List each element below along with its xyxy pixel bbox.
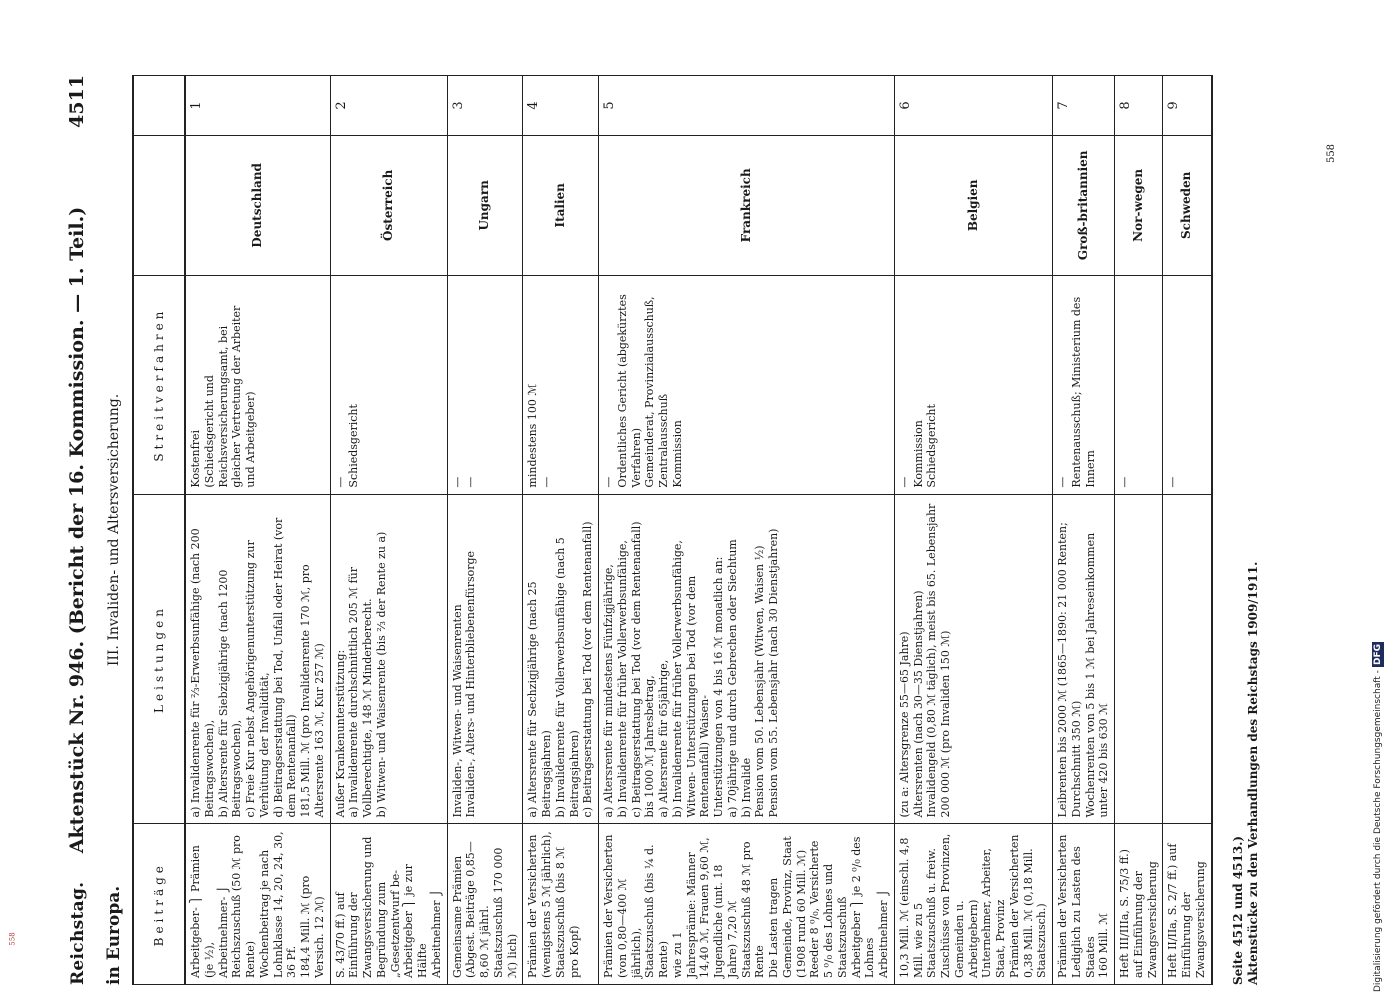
cell-beitraege	[599, 824, 895, 985]
leistungen-line: b) Invalidenrente für früher Vollerwerbsunfähige,	[615, 540, 629, 818]
row-number: 8	[1115, 76, 1163, 136]
cell-beitraege	[185, 824, 330, 985]
cell-streitverfahren	[599, 275, 895, 494]
row-number: 1	[185, 76, 330, 136]
leistungen-line: c) Freie Kur nebst Angehörigenunterstützung zur Verhütung der Invalidität,	[244, 540, 271, 818]
cell-beitraege	[447, 824, 523, 985]
edge-mark: 558	[8, 932, 17, 946]
table-row	[1163, 76, 1212, 985]
row-number: 2	[330, 76, 447, 136]
streitverfahren-line: —	[464, 476, 478, 488]
header-title: Aktenstück Nr. 946. (Bericht der 16. Kommission. — 1. Teil.)	[66, 206, 88, 854]
streitverfahren-line: Kommission	[911, 420, 925, 488]
streitverfahren-line: —	[897, 476, 911, 488]
page-footer	[1230, 75, 1261, 985]
beitraege-line: Arbeitnehmer ⎭	[429, 888, 443, 978]
leistungen-line: Leibrenten bis 2000 ℳ (1865—1890: 21 000 Renten; Durchschnitt 350 ℳ)	[1056, 522, 1083, 818]
beitraege-line: Gemeinsame Prämien	[450, 855, 464, 978]
beitraege-line: 0,38 Mill. ℳ (0,18 Mill. Staatszusch.)	[1021, 848, 1049, 978]
cell-beitraege	[330, 824, 447, 985]
table-row	[523, 76, 599, 985]
country-name: Schweden	[1163, 135, 1212, 275]
streitverfahren-line: —	[450, 476, 464, 488]
country-name: Österreich	[330, 135, 447, 275]
beitraege-line: Prämien der Versicherten (wenigstens 5 ℳ jährlich),	[526, 831, 553, 978]
streitverfahren-line: —	[333, 476, 347, 488]
dfg-logo: DFG	[1373, 644, 1383, 666]
beitraege-line: Heft III/IIIa, S. 75/3 ff.) auf Einführung der Zwangsversicherung	[1118, 849, 1159, 978]
col-header-country	[133, 135, 185, 275]
streitverfahren-line: —	[602, 476, 615, 488]
leistungen-line: (zu a: Altersgrenze 55—65 Jahre)	[897, 631, 911, 818]
country-name: Ungarn	[447, 135, 523, 275]
cell-beitraege	[523, 824, 599, 985]
leistungen-line: Invaliden-, Witwen- und Waisenrenten	[450, 604, 464, 818]
leistungen-line: bis 1000 ℳ Jahresbetrag,	[643, 675, 657, 818]
beitraege-line: S. 43/70 ff.) auf Einführung der Zwangsversicherung und Begründung zum „Gesetzentwurf be-	[333, 836, 402, 978]
table-row	[185, 76, 330, 985]
beitraege-line: Staatszuschuß (bis 8 ℳ pro Kopf)	[553, 846, 581, 978]
footer-line-2: Aktenstücke zu den Verhandlungen des Reichstags 1909/1911.	[1246, 561, 1260, 985]
leistungen-line: b) Altersrente für Siebzigjährige (nach 1200 Beitragswochen),	[216, 569, 244, 818]
streitverfahren-line: Ordentliches Gericht (abgekürztes Verfahren)	[615, 294, 643, 488]
section-title: III. Invaliden- und Altersversicherung.	[106, 393, 122, 667]
beitraege-line: Arbeitgeber ⎫ je zur Hälfte	[402, 864, 429, 978]
leistungen-line: 181,5 Mill. ℳ (pro Invalidenrente 170 ℳ, pro Altersrente 163 ℳ, Kur 257 ℳ)	[299, 564, 326, 818]
beitraege-line: Unternehmer, Arbeiter, Staat, Provinz	[980, 848, 1007, 978]
table-row	[1053, 76, 1115, 985]
country-name: Belgien	[894, 135, 1052, 275]
leistungen-line: c) Beitragserstattung bei Tod (vor dem Rentenanfall)	[581, 521, 595, 818]
leistungen-line: Wochenrenten von 5 bis 1 ℳ bei Jahreseinkommen unter 420 bis 630 ℳ	[1083, 532, 1111, 818]
leistungen-line: Unterstützungen von 4 bis 16 ℳ monatlich an:	[712, 556, 725, 818]
streitverfahren-line: Kommission	[670, 420, 684, 488]
beitraege-line: Prämien der Versicherten (von 0,80—400 ℳ jährlich),	[602, 834, 643, 978]
row-number: 9	[1163, 76, 1212, 136]
leistungen-line: a) Altersrente für mindestens Fünfzigjährige,	[602, 564, 615, 818]
leistungen-line: 200 000 ℳ (pro Invaliden 150 ℳ)	[939, 630, 952, 818]
leistungen-line: Invalidengeld (0,80 ℳ täglich), meist bis 65. Lebensjahr	[925, 503, 939, 818]
beitraege-line: Staatszuschuß (bis ¼ d. Rente)	[643, 844, 670, 978]
country-name: Italien	[523, 135, 599, 275]
table-row	[447, 76, 523, 985]
leistungen-line: Pension vom 50. Lebensjahr (Witwen, Waisen ½)	[753, 545, 767, 818]
subheader-left: in Europa.	[104, 885, 124, 985]
beitraege-line: Arbeitgeber ⎫ je 2 ⁰/₀ des Lohnes	[849, 836, 877, 978]
beitraege-line: wie zu 1	[670, 931, 684, 978]
cell-leistungen	[330, 494, 447, 824]
cell-leistungen	[447, 494, 523, 824]
leistungen-line: a) Invalidenrente durchschnittlich 205 ℳ für Vollberechtigte, 148 ℳ Minderberecht.	[347, 567, 374, 818]
beitraege-line: Reeder 8 ⁰/₀, Versicherte 5 ⁰/₀ des Lohnes und Staatszuschuß	[808, 840, 849, 978]
col-header-num	[133, 76, 185, 136]
header-page-number: 4511	[66, 75, 88, 128]
cell-streitverfahren	[894, 275, 1052, 494]
beitraege-line: Arbeitnehmer- ⎭	[216, 884, 230, 978]
streitverfahren-line: —	[1166, 476, 1180, 488]
beitraege-line: Staatszuschuß 48 ℳ pro Rente	[739, 841, 767, 978]
beitraege-line: Lediglich zu Lasten des Staates	[1069, 846, 1097, 978]
leistungen-line: b) Invalidenrente für früher Vollerwerbsunfähige,	[670, 540, 684, 818]
cell-streitverfahren	[447, 275, 523, 494]
country-name: Deutschland	[185, 135, 330, 275]
digitization-credit	[1372, 8, 1384, 992]
streitverfahren-line: Schiedsgericht	[347, 404, 361, 488]
table-row	[894, 76, 1052, 985]
beitraege-line: Heft II/IIa, S. 2/7 ff.) auf Einführung der Zwangsversicherung	[1166, 843, 1207, 978]
cell-beitraege	[1163, 824, 1212, 985]
cell-leistungen	[1163, 494, 1212, 824]
footer-line-1: Seite 4512 und 4513.)	[1231, 835, 1245, 985]
beitraege-line: Die Lasten tragen	[767, 877, 780, 978]
beitraege-line: Arbeitnehmer ⎭	[877, 888, 890, 978]
streitverfahren-line: Kostenfrei	[189, 430, 202, 488]
beitraege-line: (Abgest. Beiträge 0,85—8,60 ℳ jährl. Staatszuschuß 170 000 ℳ) lich)	[464, 841, 519, 978]
page-header	[60, 75, 100, 985]
leistungen-line: Witwen- Unterstützungen bei Tod (vor dem Rentenanfall) Waisen-	[684, 575, 712, 818]
header-left: Reichstag.	[68, 881, 88, 985]
leistungen-line: a) Altersrente für 65jährige,	[657, 659, 670, 818]
cell-streitverfahren	[523, 275, 599, 494]
beitraege-line: 160 Mill. ℳ	[1097, 912, 1111, 978]
cell-leistungen	[185, 494, 330, 824]
table-body	[185, 76, 1212, 985]
streitverfahren-line: —	[1056, 476, 1069, 488]
beitraege-line: Arbeitgeber- ⎫ Prämien (je ½),	[189, 845, 216, 978]
cell-streitverfahren	[1053, 275, 1115, 494]
streitverfahren-line: (Schiedsgericht und Reichsversicherungsamt, bei gleicher Vertretung der Arbeiter und Arbeitgeber)	[202, 305, 257, 488]
leistungen-line: b) Invalidenrente für Vollerwerbsunfähige (nach 5 Beitragsjahren)	[553, 537, 581, 818]
subheader	[104, 75, 132, 985]
cell-streitverfahren	[330, 275, 447, 494]
table-row	[1115, 76, 1163, 985]
row-number: 7	[1053, 76, 1115, 136]
row-number: 5	[599, 76, 895, 136]
cell-leistungen	[599, 494, 895, 824]
credit-text: Digitalisierung gefördert durch die Deutsche Forschungsgemeinschaft -	[1373, 670, 1383, 992]
streitverfahren-line: —	[1118, 476, 1131, 488]
cell-beitraege	[1053, 824, 1115, 985]
col-header-streitverfahren: Streitverfahren	[133, 275, 185, 494]
row-number: 6	[894, 76, 1052, 136]
rotated-page	[60, 75, 1310, 985]
cell-leistungen	[894, 494, 1052, 824]
beitraege-line: Reichszuschuß (50 ℳ pro Rente)	[230, 835, 257, 978]
table-row	[599, 76, 895, 985]
cell-beitraege	[894, 824, 1052, 985]
table-row	[330, 76, 447, 985]
leistungen-line: a) 70jährige und durch Gebrechen oder Siechtum	[725, 539, 739, 818]
insurance-table	[132, 75, 1213, 985]
streitverfahren-line: Schiedsgericht	[925, 404, 939, 488]
cell-leistungen	[1115, 494, 1163, 824]
leistungen-line: Pension vom 55. Lebensjahr (nach 30 Dienstjahren)	[767, 528, 780, 818]
cell-beitraege	[1115, 824, 1163, 985]
leistungen-line: a) Altersrente für Sechzigjährige (nach 25 Beitragsjahren)	[526, 581, 553, 818]
leistungen-line: d) Beitragserstattung bei Tod, Unfall oder Heirat (vor dem Rentenanfall)	[271, 517, 299, 818]
leistungen-line: Altersrenten (nach 30—35 Dienstjahren)	[911, 590, 925, 818]
leistungen-line: c) Beitragserstattung bei Tod (vor dem Rentenanfall)	[629, 521, 643, 818]
country-name: Frankreich	[599, 135, 895, 275]
row-number: 3	[447, 76, 523, 136]
beitraege-line: 184,4 Mill. ℳ (pro Versich. 12 ℳ)	[299, 875, 326, 978]
country-name: Groß-britannien	[1053, 135, 1115, 275]
leistungen-line: Invaliden-, Alters- und Hinterbliebenenfürsorge	[464, 550, 478, 818]
streitverfahren-line: —	[540, 476, 553, 488]
streitverfahren-line: mindestens 100 ℳ	[526, 383, 540, 488]
cell-streitverfahren	[185, 275, 330, 494]
beitraege-line: Wochenbeitrag je nach Lohnklasse 14, 20, 24, 30, 36 Pf.	[257, 831, 299, 978]
beitraege-line: Gemeinde, Provinz, Staat (1908 rund 60 Mill. ℳ)	[780, 836, 808, 978]
streitverfahren-line: Rentenausschuß; Ministerium des Innern	[1069, 296, 1097, 488]
cell-leistungen	[1053, 494, 1115, 824]
leistungen-line: Außer Krankenunterstützung:	[333, 649, 347, 818]
country-name: Nor-wegen	[1115, 135, 1163, 275]
cell-streitverfahren	[1115, 275, 1163, 494]
leistungen-line: b) Invalide	[739, 757, 753, 818]
col-header-beitraege: Beiträge	[133, 824, 185, 985]
streitverfahren-line: Gemeinderat, Provinzialausschuß, Zentralausschuß	[643, 296, 670, 488]
beitraege-line: Jahresprämie: Männer 14,40 ℳ, Frauen 9,60 ℳ, Jugendliche (unt. 18 Jahre) 7,20 ℳ	[684, 837, 739, 978]
beitraege-line: 10,3 Mill. ℳ (einschl. 4,8 Mill. wie zu 5 Staatszuschuß u. freiw. Zuschüsse von Provinzen, Gemeinden u. Arbeitgebern)	[897, 833, 980, 978]
leistungen-line: a) Invalidenrente für ⅔-Erwerbsunfähige (nach 200 Beitragswochen),	[189, 528, 216, 818]
scan-page-number: 558	[1326, 143, 1338, 164]
beitraege-line: Prämien der Versicherten	[1007, 834, 1021, 978]
col-header-leistungen: Leistungen	[133, 494, 185, 824]
cell-leistungen	[523, 494, 599, 824]
row-number: 4	[523, 76, 599, 136]
leistungen-line: b) Witwen- und Waisenrente (bis ⅔ der Rente zu a)	[374, 531, 388, 818]
beitraege-line: Prämien der Versicherten	[1056, 834, 1069, 978]
cell-streitverfahren	[1163, 275, 1212, 494]
